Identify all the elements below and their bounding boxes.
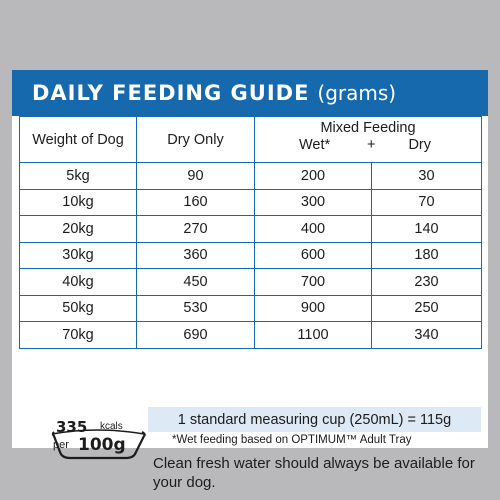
guide-header (12, 70, 488, 116)
cell-weight: 30kg (20, 242, 137, 269)
energy-bowl-badge (50, 418, 146, 462)
cell-mixed-dry: 180 (372, 242, 482, 269)
cell-mixed-dry: 70 (372, 189, 482, 216)
measuring-cup-note: 1 standard measuring cup (250mL) = 115g (148, 407, 481, 432)
cell-weight: 20kg (20, 216, 137, 243)
cell-weight: 40kg (20, 269, 137, 296)
cell-weight: 70kg (20, 322, 137, 349)
cell-dry: 270 (137, 216, 255, 243)
cell-wet: 400 (255, 216, 372, 243)
cell-mixed-dry: 230 (372, 269, 482, 296)
cell-wet: 300 (255, 189, 372, 216)
cell-mixed-dry: 340 (372, 322, 482, 349)
cell-wet: 600 (255, 242, 372, 269)
cell-mixed-dry: 30 (372, 163, 482, 190)
header-wet: Wet* (299, 137, 331, 153)
water-note: Clean fresh water should always be available for your dog. (153, 455, 475, 491)
cell-dry: 530 (137, 295, 255, 322)
cell-mixed-dry: 250 (372, 295, 482, 322)
header-mixed-dry: Dry (408, 137, 431, 153)
header-mixed-feeding (255, 117, 482, 163)
cell-wet: 900 (255, 295, 372, 322)
per-label: per (53, 439, 69, 451)
guide-unit: (grams) (317, 81, 397, 105)
cell-wet: 200 (255, 163, 372, 190)
kcal-unit: kcals (100, 421, 123, 432)
cell-dry: 160 (137, 189, 255, 216)
cell-dry: 690 (137, 322, 255, 349)
kcal-value: 335 (56, 418, 88, 436)
wet-feeding-footnote: *Wet feeding based on OPTIMUM™ Adult Tray (172, 434, 412, 446)
cell-weight: 50kg (20, 295, 137, 322)
cell-dry: 360 (137, 242, 255, 269)
table-row (20, 242, 482, 269)
feeding-table (19, 116, 482, 349)
cell-weight: 10kg (20, 189, 137, 216)
feeding-guide-card (12, 70, 488, 491)
cell-weight: 5kg (20, 163, 137, 190)
table-row (20, 322, 482, 349)
table-row (20, 216, 482, 243)
per-amount: 100g (78, 435, 126, 455)
header-dry-only: Dry Only (137, 117, 255, 163)
guide-title: DAILY FEEDING GUIDE (32, 81, 310, 105)
cell-dry: 90 (137, 163, 255, 190)
table-row (20, 189, 482, 216)
table-row (20, 163, 482, 190)
cell-mixed-dry: 140 (372, 216, 482, 243)
cell-wet: 1100 (255, 322, 372, 349)
header-weight: Weight of Dog (20, 117, 137, 163)
cell-wet: 700 (255, 269, 372, 296)
cell-dry: 450 (137, 269, 255, 296)
table-row (20, 295, 482, 322)
header-mixed-title: Mixed Feeding (320, 120, 416, 136)
table-row (20, 269, 482, 296)
header-plus: + (367, 137, 376, 153)
